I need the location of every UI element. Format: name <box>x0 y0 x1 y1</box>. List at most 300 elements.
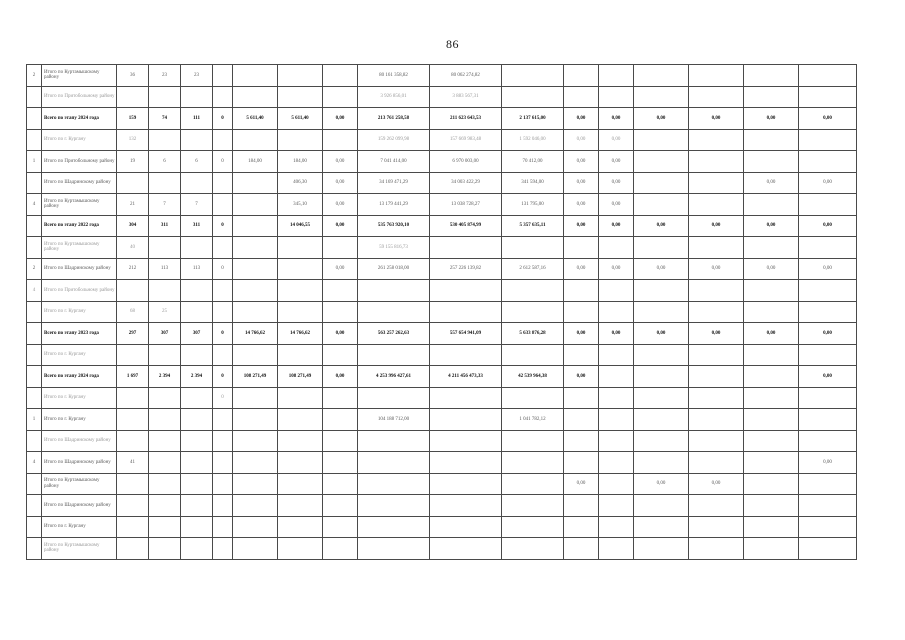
table-row <box>27 172 857 194</box>
table-cell: 7 <box>149 194 181 216</box>
table-cell <box>689 86 744 108</box>
table-cell <box>233 301 278 323</box>
table-cell <box>799 473 857 495</box>
table-cell <box>634 280 689 302</box>
table-cell <box>323 86 358 108</box>
table-cell <box>744 409 799 431</box>
table-cell <box>744 280 799 302</box>
table-cell <box>358 387 430 409</box>
table-cell: 0,00 <box>564 172 599 194</box>
table-cell <box>599 237 634 259</box>
table-cell <box>213 65 233 87</box>
table-cell <box>430 301 502 323</box>
table-cell <box>233 452 278 474</box>
table-cell <box>149 387 181 409</box>
table-cell <box>502 538 564 560</box>
table-cell <box>634 366 689 388</box>
table-cell <box>323 387 358 409</box>
table-cell <box>213 452 233 474</box>
row-label-cell: Итого по г. Кургану <box>42 387 117 409</box>
table-row <box>27 237 857 259</box>
table-cell <box>799 516 857 538</box>
table-cell: 0,00 <box>564 473 599 495</box>
table-cell: 0,00 <box>799 215 857 237</box>
table-cell: 113 <box>181 258 213 280</box>
table-cell <box>278 538 323 560</box>
table-cell <box>233 129 278 151</box>
table-cell <box>502 280 564 302</box>
row-number-cell <box>27 516 42 538</box>
table-cell: 2 394 <box>149 366 181 388</box>
table-cell <box>181 129 213 151</box>
row-number-cell: 1 <box>27 151 42 173</box>
table-cell <box>149 86 181 108</box>
row-label-cell: Итого по Куртамышскому району <box>42 538 117 560</box>
table-cell: 0,00 <box>564 129 599 151</box>
table-cell: 0,00 <box>323 258 358 280</box>
table-cell <box>564 301 599 323</box>
table-cell <box>323 516 358 538</box>
table-cell: 535 763 920,10 <box>358 215 430 237</box>
table-cell <box>117 387 149 409</box>
table-row <box>27 516 857 538</box>
table-cell <box>744 129 799 151</box>
table-cell <box>233 194 278 216</box>
table-cell <box>599 65 634 87</box>
table-cell <box>323 430 358 452</box>
table-cell <box>799 538 857 560</box>
table-cell <box>213 516 233 538</box>
row-label-cell: Итого по Шадринскому району <box>42 172 117 194</box>
table-cell: 184,00 <box>278 151 323 173</box>
table-cell <box>278 344 323 366</box>
table-cell: 74 <box>149 108 181 130</box>
table-cell <box>744 538 799 560</box>
table-cell <box>149 409 181 431</box>
table-cell: 5 611,40 <box>233 108 278 130</box>
row-label-cell: Итого по Притобольному району <box>42 151 117 173</box>
table-cell <box>233 258 278 280</box>
table-row <box>27 344 857 366</box>
table-cell <box>744 65 799 87</box>
table-cell <box>233 430 278 452</box>
row-label-cell: Итого по Шадринскому району <box>42 258 117 280</box>
row-number-cell: 1 <box>27 409 42 431</box>
table-cell: 0,00 <box>599 258 634 280</box>
table-cell <box>564 280 599 302</box>
table-cell <box>634 65 689 87</box>
table-cell <box>564 452 599 474</box>
table-cell: 3 926 856,01 <box>358 86 430 108</box>
table-cell: 0,00 <box>564 215 599 237</box>
table-cell <box>278 430 323 452</box>
table-cell <box>634 452 689 474</box>
table-cell <box>564 65 599 87</box>
table-cell <box>564 86 599 108</box>
table-cell <box>634 430 689 452</box>
table-cell: 70 412,00 <box>502 151 564 173</box>
table-row <box>27 86 857 108</box>
table-cell <box>799 65 857 87</box>
table-cell <box>233 495 278 517</box>
table-cell <box>430 430 502 452</box>
row-label-cell: Итого по Куртамышскому району <box>42 473 117 495</box>
table-cell <box>323 280 358 302</box>
row-label-cell: Итого по Куртамышскому району <box>42 194 117 216</box>
table-cell: 311 <box>149 215 181 237</box>
table-cell <box>502 344 564 366</box>
table-cell <box>117 430 149 452</box>
table-cell: 0,00 <box>799 323 857 345</box>
table-cell <box>634 86 689 108</box>
table-cell <box>117 280 149 302</box>
table-cell: 0,00 <box>744 172 799 194</box>
table-cell: 211 623 643,53 <box>430 108 502 130</box>
row-number-cell <box>27 301 42 323</box>
row-label-cell: Итого по Куртамышскому району <box>42 237 117 259</box>
table-cell: 345,10 <box>278 194 323 216</box>
table-cell <box>599 344 634 366</box>
table-cell <box>358 344 430 366</box>
table-cell: 212 <box>117 258 149 280</box>
table-cell <box>799 194 857 216</box>
table-row <box>27 495 857 517</box>
table-cell <box>323 409 358 431</box>
table-cell: 132 <box>117 129 149 151</box>
table-cell <box>149 172 181 194</box>
table-cell: 184,00 <box>233 151 278 173</box>
row-number-cell: 2 <box>27 258 42 280</box>
table-cell <box>799 129 857 151</box>
table-cell <box>358 495 430 517</box>
table-cell <box>599 301 634 323</box>
table-cell <box>564 387 599 409</box>
table-cell: 80 062 274,82 <box>430 65 502 87</box>
table-cell <box>233 473 278 495</box>
table-cell <box>213 194 233 216</box>
table-cell <box>181 473 213 495</box>
table-cell <box>149 516 181 538</box>
row-number-cell <box>27 323 42 345</box>
table-cell <box>744 473 799 495</box>
row-label-cell: Итого по г. Кургану <box>42 409 117 431</box>
row-label-cell: Итого по г. Кургану <box>42 301 117 323</box>
row-label-cell: Всего по этапу 2023 года <box>42 323 117 345</box>
table-cell <box>278 387 323 409</box>
table-cell <box>634 409 689 431</box>
table-cell <box>323 129 358 151</box>
table-cell <box>358 301 430 323</box>
table-cell: 59 155 816,73 <box>358 237 430 259</box>
table-cell: 2 612 587,16 <box>502 258 564 280</box>
table-row <box>27 280 857 302</box>
table-row <box>27 538 857 560</box>
table-cell: 6 <box>149 151 181 173</box>
table-cell: 41 <box>117 452 149 474</box>
table-cell: 2 394 <box>181 366 213 388</box>
table-cell: 5 633 876,28 <box>502 323 564 345</box>
table-cell <box>634 387 689 409</box>
table-cell: 5 357 635,11 <box>502 215 564 237</box>
table-cell <box>213 473 233 495</box>
table-cell: 213 761 258,58 <box>358 108 430 130</box>
table-cell <box>689 237 744 259</box>
table-cell <box>799 495 857 517</box>
table-cell: 0,00 <box>323 172 358 194</box>
table-cell <box>689 366 744 388</box>
table-cell: 0,00 <box>634 108 689 130</box>
table-cell: 0,00 <box>564 108 599 130</box>
table-cell <box>213 237 233 259</box>
table-cell <box>213 344 233 366</box>
row-label-cell: Итого по Шадринскому району <box>42 452 117 474</box>
row-number-cell <box>27 344 42 366</box>
table-cell <box>744 387 799 409</box>
table-cell: 0,00 <box>634 323 689 345</box>
table-cell <box>117 86 149 108</box>
row-label-cell: Итого по г. Кургану <box>42 129 117 151</box>
table-cell <box>799 301 857 323</box>
table-cell <box>634 344 689 366</box>
table-cell <box>634 495 689 517</box>
table-cell: 0,00 <box>564 323 599 345</box>
table-cell <box>323 495 358 517</box>
data-table-container <box>26 64 856 560</box>
table-cell <box>149 538 181 560</box>
table-cell <box>430 473 502 495</box>
table-row <box>27 151 857 173</box>
table-cell <box>744 344 799 366</box>
row-label-cell: Итого по г. Кургану <box>42 516 117 538</box>
table-row <box>27 366 857 388</box>
table-cell: 0,00 <box>323 215 358 237</box>
table-cell <box>430 538 502 560</box>
table-cell <box>278 237 323 259</box>
table-cell <box>564 237 599 259</box>
table-cell <box>599 280 634 302</box>
table-cell: 0 <box>213 151 233 173</box>
table-cell <box>278 258 323 280</box>
table-cell <box>599 366 634 388</box>
table-cell <box>599 516 634 538</box>
table-cell: 25 <box>149 301 181 323</box>
table-cell: 0,00 <box>689 108 744 130</box>
row-number-cell <box>27 172 42 194</box>
row-label-cell: Всего по этапу 2024 года <box>42 366 117 388</box>
row-number-cell: 4 <box>27 280 42 302</box>
table-cell: 0,00 <box>689 258 744 280</box>
row-number-cell <box>27 430 42 452</box>
row-label-cell: Итого по Шадринскому району <box>42 430 117 452</box>
table-cell <box>599 86 634 108</box>
table-cell: 131 795,00 <box>502 194 564 216</box>
table-cell <box>564 538 599 560</box>
table-body <box>27 65 857 560</box>
table-cell <box>233 65 278 87</box>
table-cell <box>599 495 634 517</box>
row-number-cell <box>27 86 42 108</box>
table-cell <box>149 280 181 302</box>
table-cell <box>564 430 599 452</box>
table-cell <box>634 538 689 560</box>
table-cell: 0,00 <box>799 452 857 474</box>
table-cell <box>233 538 278 560</box>
table-cell <box>599 387 634 409</box>
table-cell <box>233 344 278 366</box>
table-cell: 23 <box>181 65 213 87</box>
table-cell: 307 <box>149 323 181 345</box>
table-cell <box>689 194 744 216</box>
table-cell <box>181 387 213 409</box>
table-cell <box>213 409 233 431</box>
table-cell <box>149 237 181 259</box>
table-cell: 0,00 <box>744 323 799 345</box>
table-cell: 1 041 782,12 <box>502 409 564 431</box>
table-cell <box>278 473 323 495</box>
table-cell: 1 697 <box>117 366 149 388</box>
table-cell: 0,00 <box>599 194 634 216</box>
table-cell: 0,00 <box>689 473 744 495</box>
table-cell <box>233 409 278 431</box>
table-cell: 0,00 <box>599 129 634 151</box>
table-cell <box>599 409 634 431</box>
table-cell <box>689 301 744 323</box>
table-cell <box>799 344 857 366</box>
row-label-cell: Итого по Притобольному району <box>42 280 117 302</box>
table-cell: 0,00 <box>564 366 599 388</box>
table-cell <box>744 194 799 216</box>
table-cell: 4 211 456 473,33 <box>430 366 502 388</box>
table-cell <box>278 86 323 108</box>
table-cell <box>323 237 358 259</box>
table-cell <box>634 129 689 151</box>
table-cell: 5 611,40 <box>278 108 323 130</box>
table-cell: 0 <box>213 387 233 409</box>
table-cell <box>689 516 744 538</box>
row-number-cell: 4 <box>27 452 42 474</box>
table-cell <box>430 387 502 409</box>
data-table <box>26 64 857 560</box>
table-cell: 13 038 728,27 <box>430 194 502 216</box>
table-cell: 108 271,49 <box>278 366 323 388</box>
table-cell <box>213 280 233 302</box>
table-cell: 23 <box>149 65 181 87</box>
row-number-cell <box>27 366 42 388</box>
table-cell: 0 <box>213 366 233 388</box>
table-cell <box>358 280 430 302</box>
table-cell <box>689 409 744 431</box>
table-cell <box>599 538 634 560</box>
row-label-cell: Итого по Притобольному району <box>42 86 117 108</box>
table-cell <box>358 516 430 538</box>
table-cell <box>744 452 799 474</box>
table-row <box>27 301 857 323</box>
row-label-cell: Всего по этапу 2024 года <box>42 108 117 130</box>
table-cell <box>278 409 323 431</box>
row-number-cell <box>27 387 42 409</box>
table-cell <box>689 172 744 194</box>
table-cell: 341 594,00 <box>502 172 564 194</box>
table-cell <box>278 301 323 323</box>
table-cell: 0,00 <box>323 108 358 130</box>
table-cell <box>149 344 181 366</box>
table-cell <box>149 495 181 517</box>
table-cell: 0,00 <box>634 473 689 495</box>
table-cell <box>181 86 213 108</box>
table-cell <box>564 495 599 517</box>
table-cell <box>430 516 502 538</box>
table-cell <box>181 538 213 560</box>
table-cell: 0,00 <box>799 172 857 194</box>
table-cell <box>233 86 278 108</box>
table-cell <box>181 430 213 452</box>
table-cell: 311 <box>181 215 213 237</box>
table-cell: 0,00 <box>744 258 799 280</box>
table-cell: 111 <box>181 108 213 130</box>
table-cell <box>117 409 149 431</box>
table-cell: 0,00 <box>799 258 857 280</box>
table-row <box>27 430 857 452</box>
table-cell <box>278 65 323 87</box>
table-cell <box>181 344 213 366</box>
table-cell: 34 003 422,29 <box>430 172 502 194</box>
table-row <box>27 108 857 130</box>
row-label-cell: Всего по этапу 2022 года <box>42 215 117 237</box>
table-cell <box>634 172 689 194</box>
table-cell <box>502 452 564 474</box>
table-cell <box>799 430 857 452</box>
table-cell <box>213 495 233 517</box>
table-cell: 104 188 712,00 <box>358 409 430 431</box>
table-cell <box>117 344 149 366</box>
table-cell <box>323 344 358 366</box>
row-number-cell <box>27 495 42 517</box>
table-cell: 0,00 <box>323 194 358 216</box>
table-cell: 7 041 414,00 <box>358 151 430 173</box>
table-cell <box>502 495 564 517</box>
table-cell: 557 654 941,09 <box>430 323 502 345</box>
table-cell: 0,00 <box>564 151 599 173</box>
table-cell <box>689 65 744 87</box>
row-number-cell <box>27 215 42 237</box>
table-cell <box>323 301 358 323</box>
table-cell: 21 <box>117 194 149 216</box>
table-cell <box>502 86 564 108</box>
table-cell <box>430 344 502 366</box>
table-cell <box>502 473 564 495</box>
table-cell: 0,00 <box>323 323 358 345</box>
table-row <box>27 258 857 280</box>
table-cell <box>689 280 744 302</box>
table-cell: 157 669 983,48 <box>430 129 502 151</box>
table-cell <box>358 430 430 452</box>
table-cell <box>278 452 323 474</box>
table-cell: 0,00 <box>744 108 799 130</box>
table-cell: 0,00 <box>689 215 744 237</box>
table-cell <box>149 452 181 474</box>
table-cell <box>689 538 744 560</box>
table-cell: 2 137 615,00 <box>502 108 564 130</box>
table-cell: 261 258 018,00 <box>358 258 430 280</box>
row-number-cell <box>27 108 42 130</box>
table-cell <box>213 86 233 108</box>
table-cell <box>213 538 233 560</box>
table-cell <box>117 495 149 517</box>
table-cell <box>278 280 323 302</box>
table-cell: 19 <box>117 151 149 173</box>
table-cell <box>502 516 564 538</box>
table-row <box>27 215 857 237</box>
